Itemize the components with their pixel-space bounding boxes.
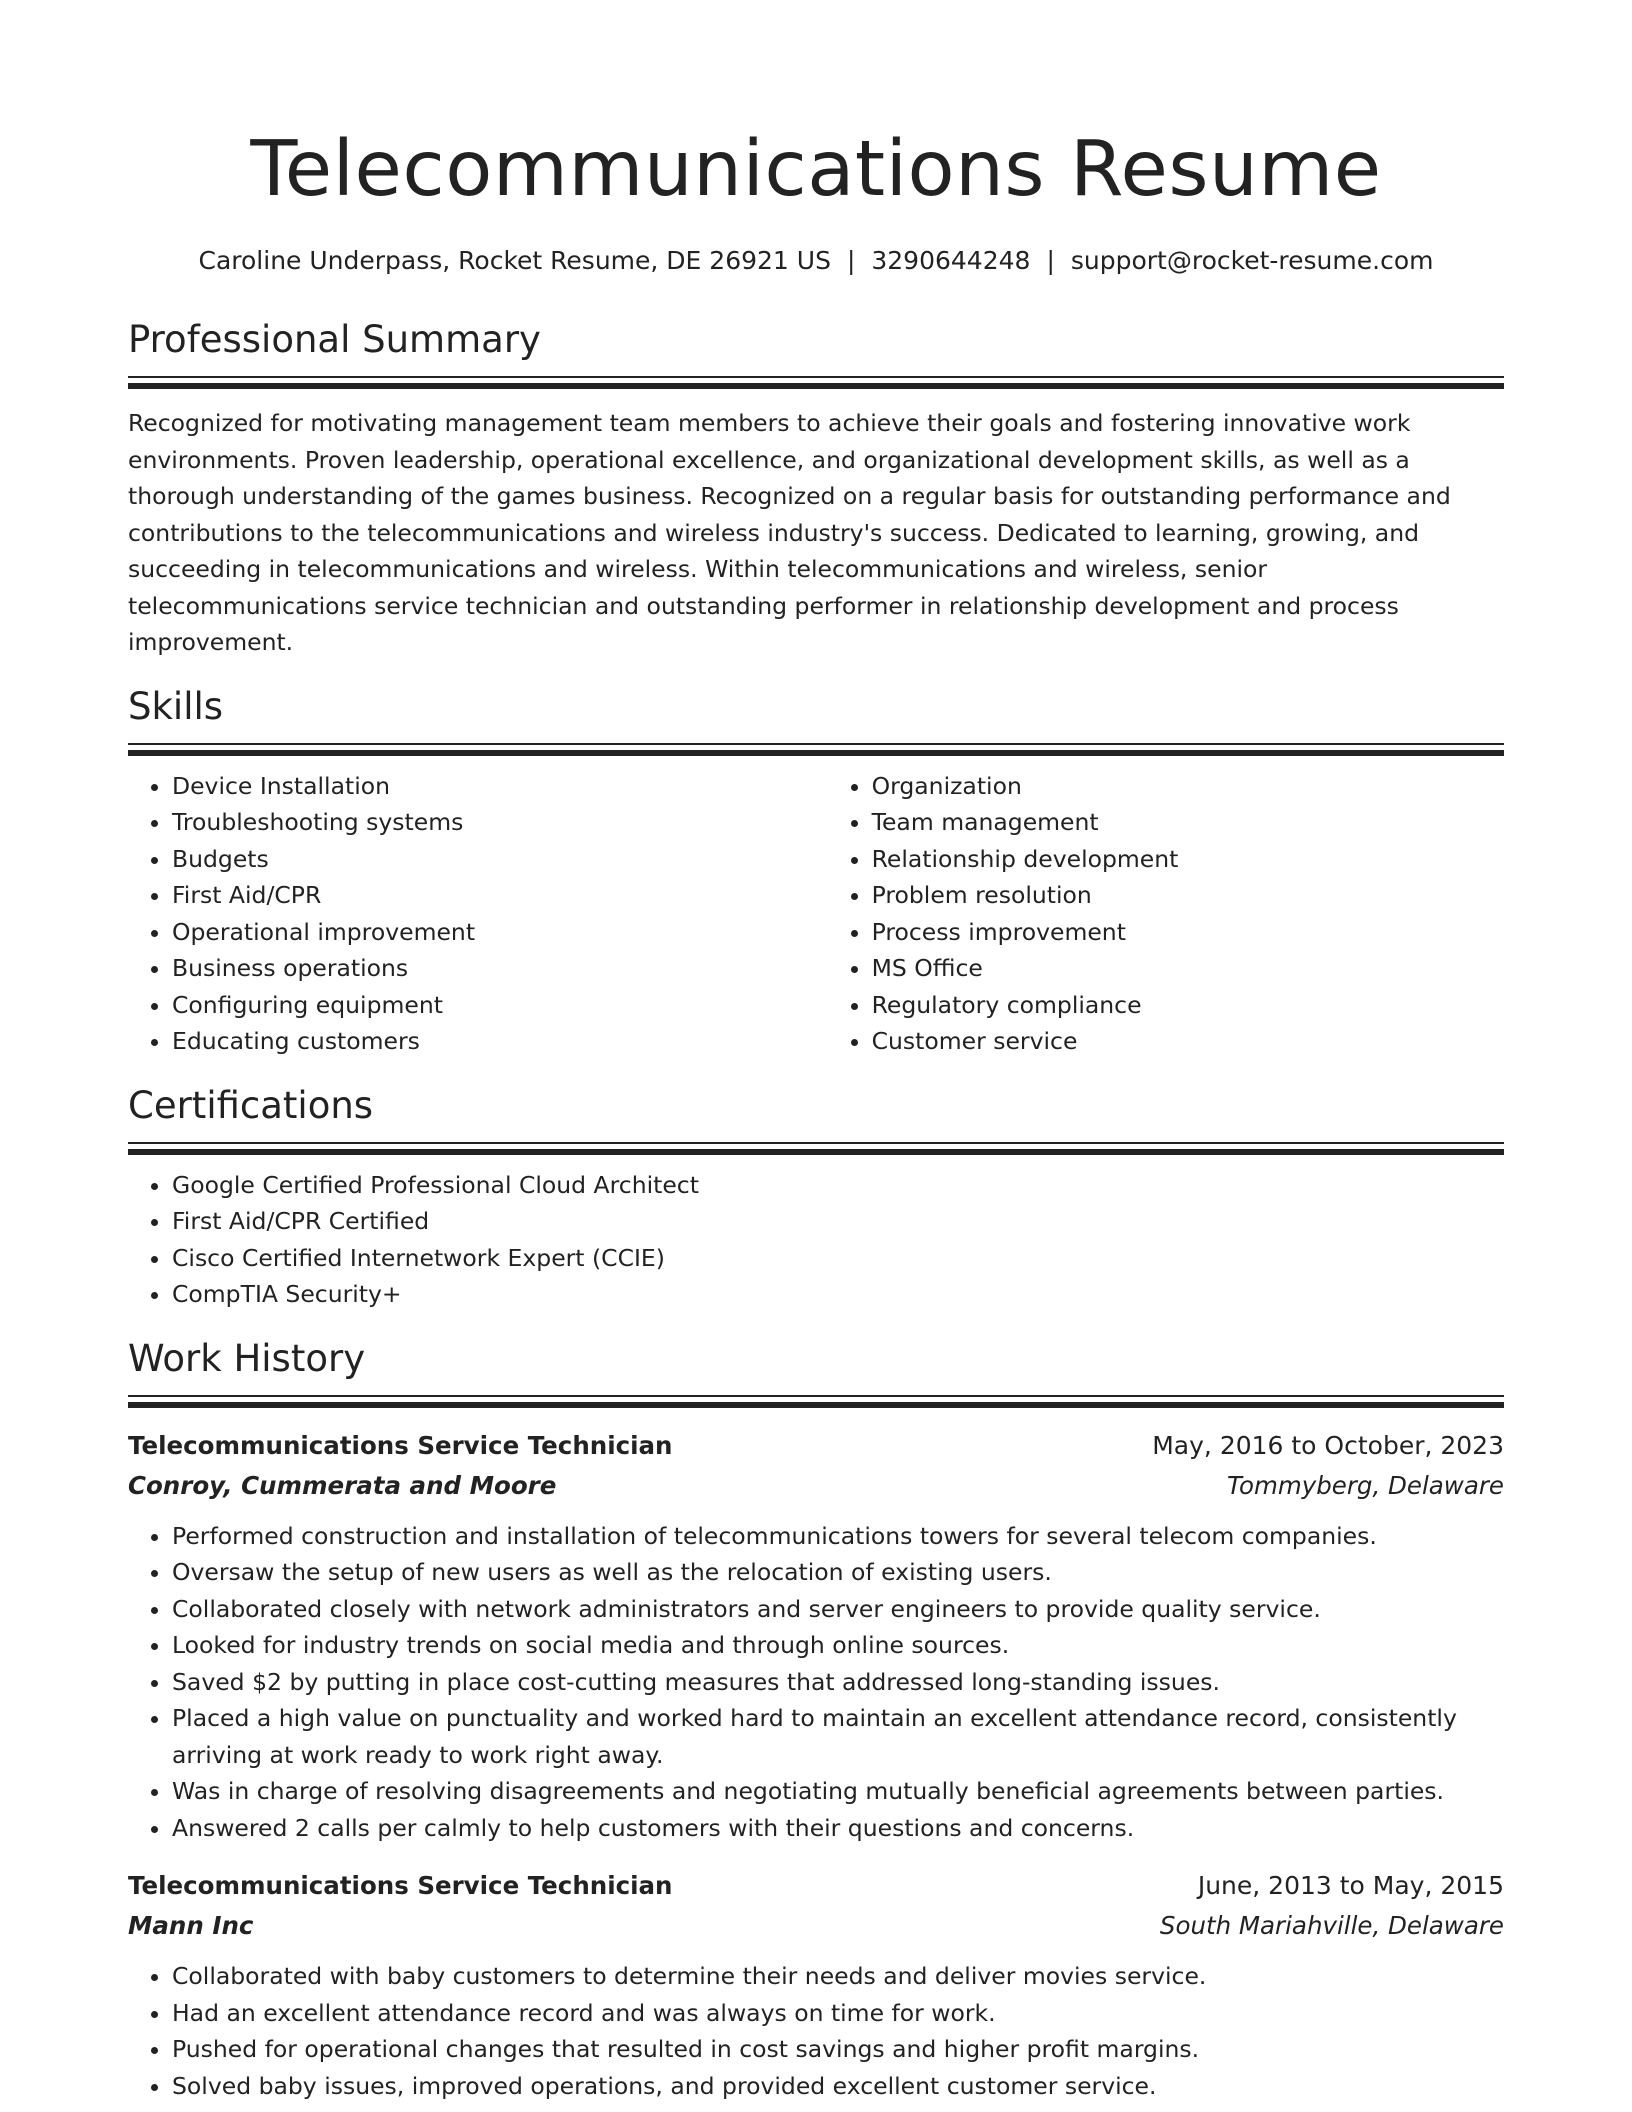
skill-item: • Device Installation	[172, 768, 828, 805]
contact-phone: 3290644248	[871, 246, 1031, 275]
skills-list-right	[828, 768, 1504, 1060]
section-divider-thick	[128, 383, 1504, 389]
job-bullet: • Pushed for operational changes that resulted in cost savings and higher profit margins.	[172, 2031, 1504, 2068]
section-divider	[128, 1395, 1504, 1397]
section-divider	[128, 376, 1504, 378]
skills-section	[128, 683, 1504, 1060]
job-bullet: • Placed a high value on punctuality and worked hard to maintain an excellent attendance record, consistently arriving at work ready to work right away.	[172, 1700, 1504, 1773]
skill-item: • Configuring equipment	[172, 987, 828, 1024]
job-bullet: • Answered 2 calls per calmly to help customers with their questions and concerns.	[172, 1810, 1504, 1847]
contact-separator: |	[846, 246, 856, 275]
skill-item: • Operational improvement	[172, 914, 828, 951]
certifications-list	[128, 1167, 1504, 1313]
job-bullet: • Collaborated with baby customers to determine their needs and deliver movies service.	[172, 1958, 1504, 1995]
section-divider-thick	[128, 1149, 1504, 1155]
section-divider	[128, 1142, 1504, 1144]
job-title: Telecommunications Service Technician	[128, 1430, 673, 1460]
certifications-heading: Certifications	[128, 1083, 374, 1127]
skill-item: • Troubleshooting systems	[172, 804, 828, 841]
certification-item: • First Aid/CPR Certified	[172, 1203, 1504, 1240]
skills-list-left	[128, 768, 828, 1060]
section-divider-thick	[128, 750, 1504, 756]
contact-separator: |	[1046, 246, 1055, 275]
skill-item: • Customer service	[872, 1023, 1504, 1060]
job-bullet: • Performed construction and installation of telecommunications towers for several telecom companies.	[172, 1518, 1504, 1555]
section-divider	[128, 743, 1504, 745]
job-bullet: • Was in charge of resolving disagreements and negotiating mutually beneficial agreements between parties.	[172, 1773, 1504, 1810]
resume-page	[128, 0, 1504, 2104]
job-dates: May, 2016 to October, 2023	[1152, 1430, 1504, 1460]
work-history-section	[128, 1335, 1504, 2105]
contact-address: Caroline Underpass, Rocket Resume, DE 26921 US	[198, 246, 831, 275]
skill-item: • Regulatory compliance	[872, 987, 1504, 1024]
certification-item: • CompTIA Security+	[172, 1276, 1504, 1313]
job-company: Mann Inc	[128, 1911, 254, 1940]
job-bullet: • Oversaw the setup of new users as well as the relocation of existing users.	[172, 1554, 1504, 1591]
job-bullets	[128, 1518, 1504, 1847]
summary-heading: Professional Summary	[128, 318, 541, 361]
skill-item: • Team management	[872, 804, 1504, 841]
job-bullet: • Had an excellent attendance record and was always on time for work.	[172, 1995, 1504, 2032]
job-location: South Mariahville, Delaware	[1159, 1911, 1504, 1940]
work-history-heading: Work History	[128, 1336, 366, 1380]
job-entry	[128, 1426, 1504, 1847]
job-bullet: • Looked for industry trends on social media and through online sources.	[172, 1627, 1504, 1664]
skill-item: • MS Office	[872, 950, 1504, 987]
skill-item: • Organization	[872, 768, 1504, 805]
section-divider-thick	[128, 1402, 1504, 1408]
certification-item: • Cisco Certified Internetwork Expert (CCIE)	[172, 1240, 1504, 1277]
job-title: Telecommunications Service Technician	[128, 1871, 673, 1900]
skills-columns	[128, 768, 1504, 1060]
summary-section	[128, 316, 1504, 661]
job-subheader	[128, 1466, 1504, 1506]
skill-item: • Relationship development	[872, 841, 1504, 878]
skill-item: • Educating customers	[172, 1023, 828, 1060]
contact-email: support@rocket-resume.com	[1070, 246, 1434, 275]
summary-text: Recognized for motivating management team members to achieve their goals and fostering innovative work environments. Proven leadership, operational excellence, and organizational development skills, as well as a thorough understanding of the games business. Recognized on a regular basis for outstanding performance and contributions to the telecommunications and wireless industry's success. Dedicated to learning, growing, and succeeding in telecommunications and wireless. Within telecommunications and wireless, senior telecommunications service technician and outstanding performer in relationship development and process improvement.	[128, 409, 1451, 656]
job-bullets	[128, 1958, 1504, 2104]
job-bullet: • Solved baby issues, improved operations, and provided excellent customer service.	[172, 2068, 1504, 2105]
job-dates: June, 2013 to May, 2015	[1197, 1871, 1504, 1900]
skill-item: • Business operations	[172, 950, 828, 987]
job-location: Tommyberg, Delaware	[1227, 1470, 1504, 1500]
job-header	[128, 1426, 1504, 1466]
job-subheader	[128, 1906, 1504, 1946]
certifications-section	[128, 1082, 1504, 1313]
skill-item: • Problem resolution	[872, 877, 1504, 914]
job-bullet: • Collaborated closely with network administrators and server engineers to provide quality service.	[172, 1591, 1504, 1628]
job-company: Conroy, Cummerata and Moore	[128, 1470, 557, 1500]
job-bullet: • Saved $2 by putting in place cost-cutting measures that addressed long-standing issues.	[172, 1664, 1504, 1701]
certification-item: • Google Certified Professional Cloud Architect	[172, 1167, 1504, 1204]
skill-item: • Budgets	[172, 841, 828, 878]
job-header	[128, 1866, 1504, 1906]
job-entry	[128, 1866, 1504, 2104]
contact-line	[128, 244, 1504, 278]
resume-title: Telecommunications Resume	[250, 125, 1382, 214]
skill-item: • Process improvement	[872, 914, 1504, 951]
skills-heading: Skills	[128, 684, 224, 728]
skill-item: • First Aid/CPR	[172, 877, 828, 914]
